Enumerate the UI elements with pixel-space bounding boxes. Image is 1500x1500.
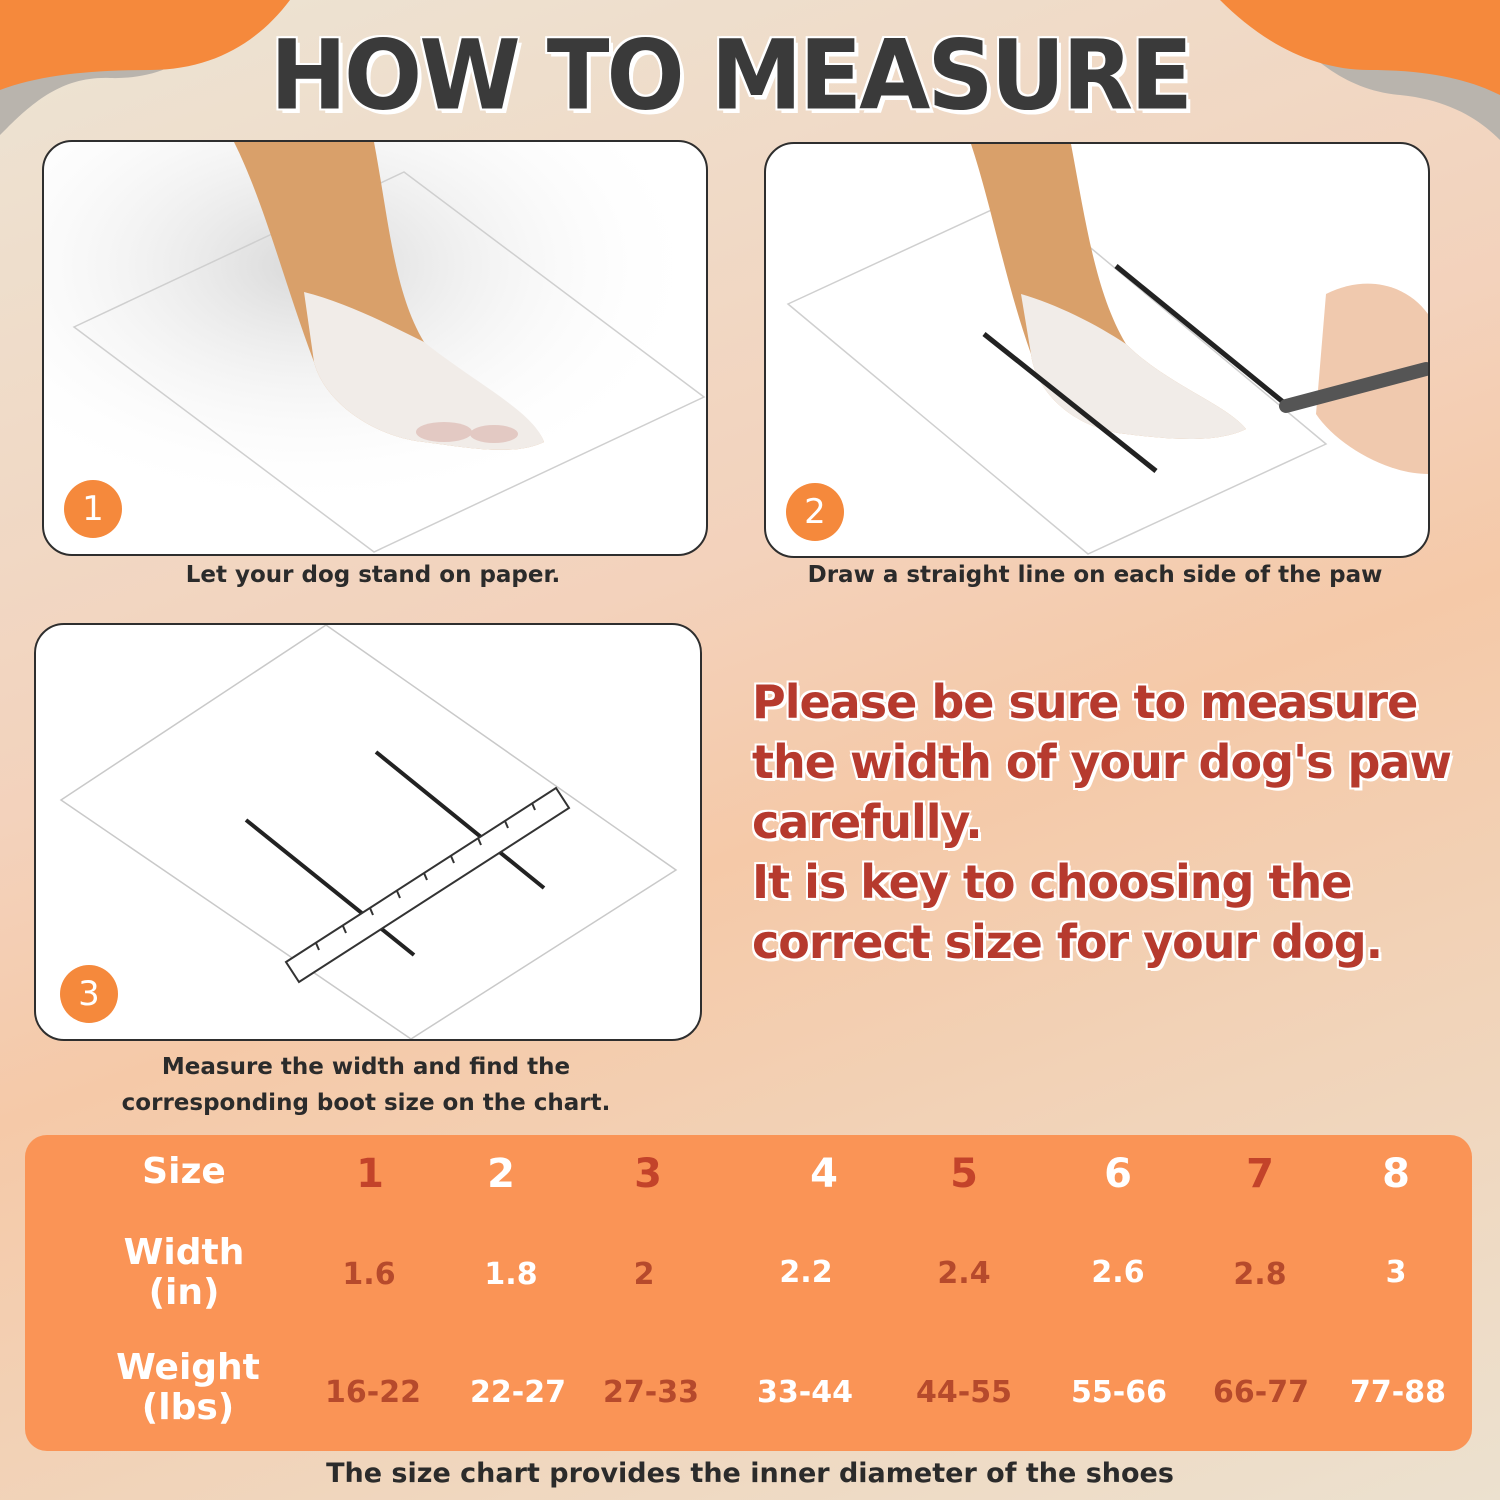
draw-lines-illustration [766, 144, 1428, 556]
paw-on-paper-illustration [44, 142, 706, 554]
step-1-caption: Let your dog stand on paper. [185, 562, 561, 588]
width-header [124, 1233, 245, 1313]
weight-cell: 16-22 [325, 1375, 421, 1410]
width-cell: 2.8 [1233, 1257, 1287, 1292]
step-3-caption-line-1: Measure the width and find the [161, 1054, 571, 1080]
page-title: HOW TO MEASURE [270, 19, 1190, 132]
weight-cell: 44-55 [916, 1375, 1012, 1410]
size-cell: 8 [1382, 1151, 1410, 1197]
measurement-notice [752, 672, 1492, 972]
size-header: Size [142, 1151, 226, 1192]
weight-cell: 33-44 [757, 1375, 853, 1410]
weight-header [116, 1348, 260, 1428]
size-cell: 7 [1246, 1151, 1274, 1197]
size-cell: 3 [634, 1151, 662, 1197]
width-cell: 2 [633, 1257, 655, 1292]
width-cell: 3 [1385, 1255, 1407, 1290]
width-cell: 2.6 [1091, 1255, 1145, 1290]
size-cell: 5 [950, 1151, 978, 1197]
step-1-image [42, 140, 708, 556]
size-cell: 1 [356, 1151, 384, 1197]
size-chart-footnote: The size chart provides the inner diameter of the shoes [326, 1458, 1174, 1489]
step-2-caption: Draw a straight line on each side of the paw [807, 562, 1383, 588]
step-3-caption-line-2: corresponding boot size on the chart. [121, 1090, 611, 1116]
size-chart [25, 1135, 1472, 1451]
step-3-badge: 3 [60, 965, 118, 1023]
step-2-image [764, 142, 1430, 558]
weight-cell: 22-27 [470, 1375, 566, 1410]
step-1-badge: 1 [64, 480, 122, 538]
weight-cell: 55-66 [1071, 1375, 1167, 1410]
step-2-badge: 2 [786, 483, 844, 541]
width-header-line-2: (in) [148, 1272, 220, 1313]
weight-header-line-1: Weight [116, 1347, 260, 1388]
ruler-measure-illustration [36, 625, 700, 1039]
width-cell: 1.8 [484, 1257, 538, 1292]
notice-line-3: carefully. [752, 795, 982, 849]
notice-line-5: correct size for your dog. [752, 915, 1383, 969]
step-3-caption [34, 1049, 698, 1121]
weight-header-line-2: (lbs) [141, 1387, 235, 1428]
width-cell: 1.6 [342, 1257, 396, 1292]
width-header-line-1: Width [123, 1232, 245, 1273]
notice-line-4: It is key to choosing the [752, 855, 1352, 909]
weight-cell: 27-33 [603, 1375, 699, 1410]
weight-cell: 66-77 [1213, 1375, 1309, 1410]
size-cell: 2 [487, 1151, 515, 1197]
width-cell: 2.4 [937, 1256, 991, 1291]
step-3-image [34, 623, 702, 1041]
notice-line-2: the width of your dog's paw [752, 735, 1451, 789]
notice-line-1: Please be sure to measure [752, 675, 1418, 729]
size-cell: 4 [810, 1151, 838, 1197]
size-cell: 6 [1104, 1151, 1132, 1197]
width-cell: 2.2 [779, 1255, 833, 1290]
weight-cell: 77-88 [1350, 1375, 1446, 1410]
